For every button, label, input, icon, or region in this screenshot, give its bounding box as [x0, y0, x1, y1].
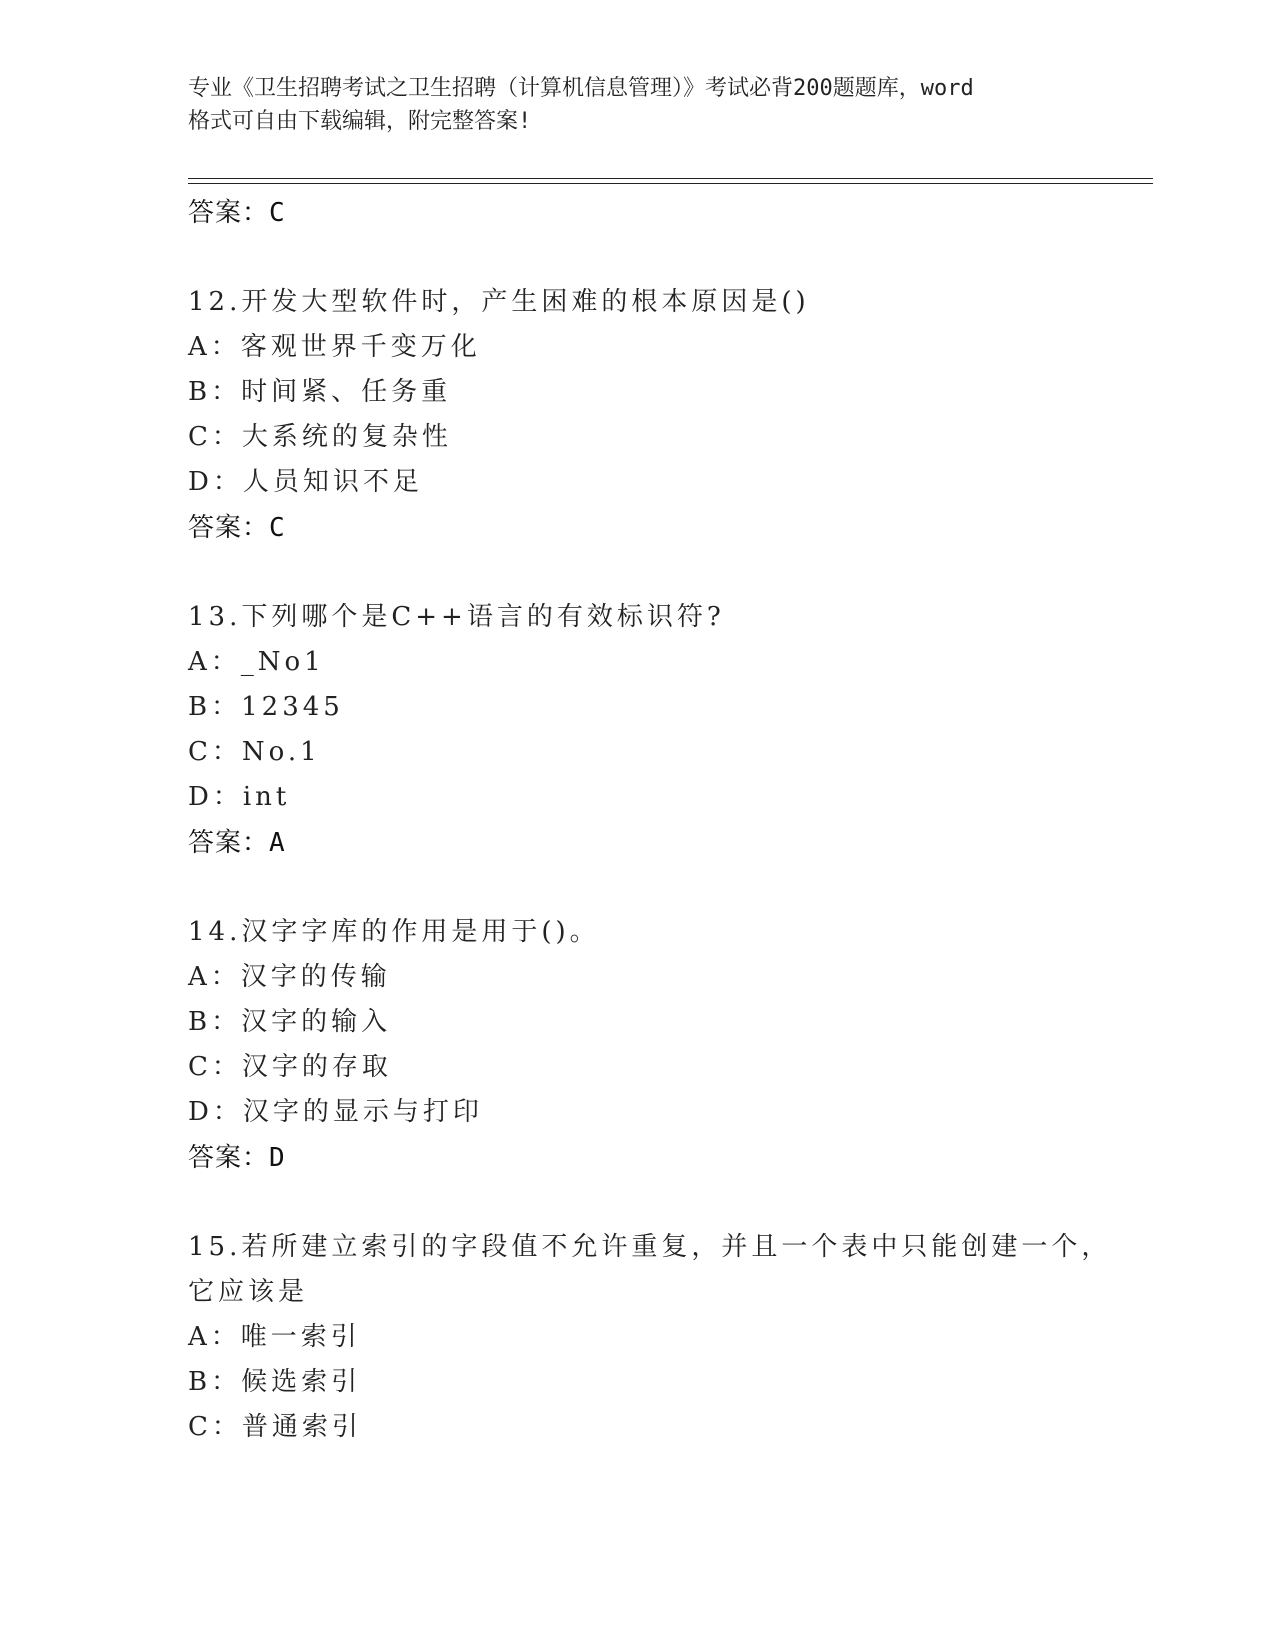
- header-rule-bottom: [188, 183, 1153, 184]
- option-c: C：No.1: [188, 737, 321, 767]
- question-stem-line-2: 它应该是: [188, 1277, 309, 1307]
- question-13: [188, 595, 1153, 866]
- question-14: [188, 910, 1153, 1181]
- option-a: A：客观世界千变万化: [188, 332, 481, 362]
- question-stem: 12.开发大型软件时，产生困难的根本原因是(): [188, 287, 810, 317]
- option-a: A：唯一索引: [188, 1322, 361, 1352]
- answer-line: 答案：A: [188, 828, 286, 858]
- document-body: [188, 190, 1153, 1450]
- document-header: [188, 72, 1108, 138]
- option-b: B：时间紧、任务重: [188, 377, 452, 407]
- header-line-2: 格式可自由下载编辑，附完整答案!: [188, 109, 532, 134]
- header-line-1: 专业《卫生招聘考试之卫生招聘（计算机信息管理）》考试必背200题题库，word: [188, 76, 974, 101]
- option-c: C：大系统的复杂性: [188, 422, 452, 452]
- option-b: B：汉字的输入: [188, 1007, 392, 1037]
- option-c: C：普通索引: [188, 1412, 362, 1442]
- question-12: [188, 280, 1153, 551]
- answer-line: 答案：C: [188, 513, 286, 543]
- option-d: D：int: [188, 782, 291, 812]
- option-b: B：候选索引: [188, 1367, 362, 1397]
- question-15: [188, 1225, 1153, 1450]
- question-stem: 13.下列哪个是C++语言的有效标识符?: [188, 602, 725, 632]
- answer-line: 答案：D: [188, 1143, 286, 1173]
- option-b: B：12345: [188, 692, 344, 722]
- option-d: D：人员知识不足: [188, 467, 423, 497]
- option-a: A：_No1: [188, 647, 325, 677]
- option-c: C：汉字的存取: [188, 1052, 392, 1082]
- option-d: D：汉字的显示与打印: [188, 1097, 483, 1127]
- question-stem: 14.汉字字库的作用是用于()。: [188, 917, 600, 947]
- header-rule-top: [188, 178, 1153, 179]
- question-stem-line-1: 15.若所建立索引的字段值不允许重复，并且一个表中只能创建一个，: [188, 1232, 1112, 1262]
- option-a: A：汉字的传输: [188, 962, 391, 992]
- answer-line: 答案：C: [188, 198, 286, 228]
